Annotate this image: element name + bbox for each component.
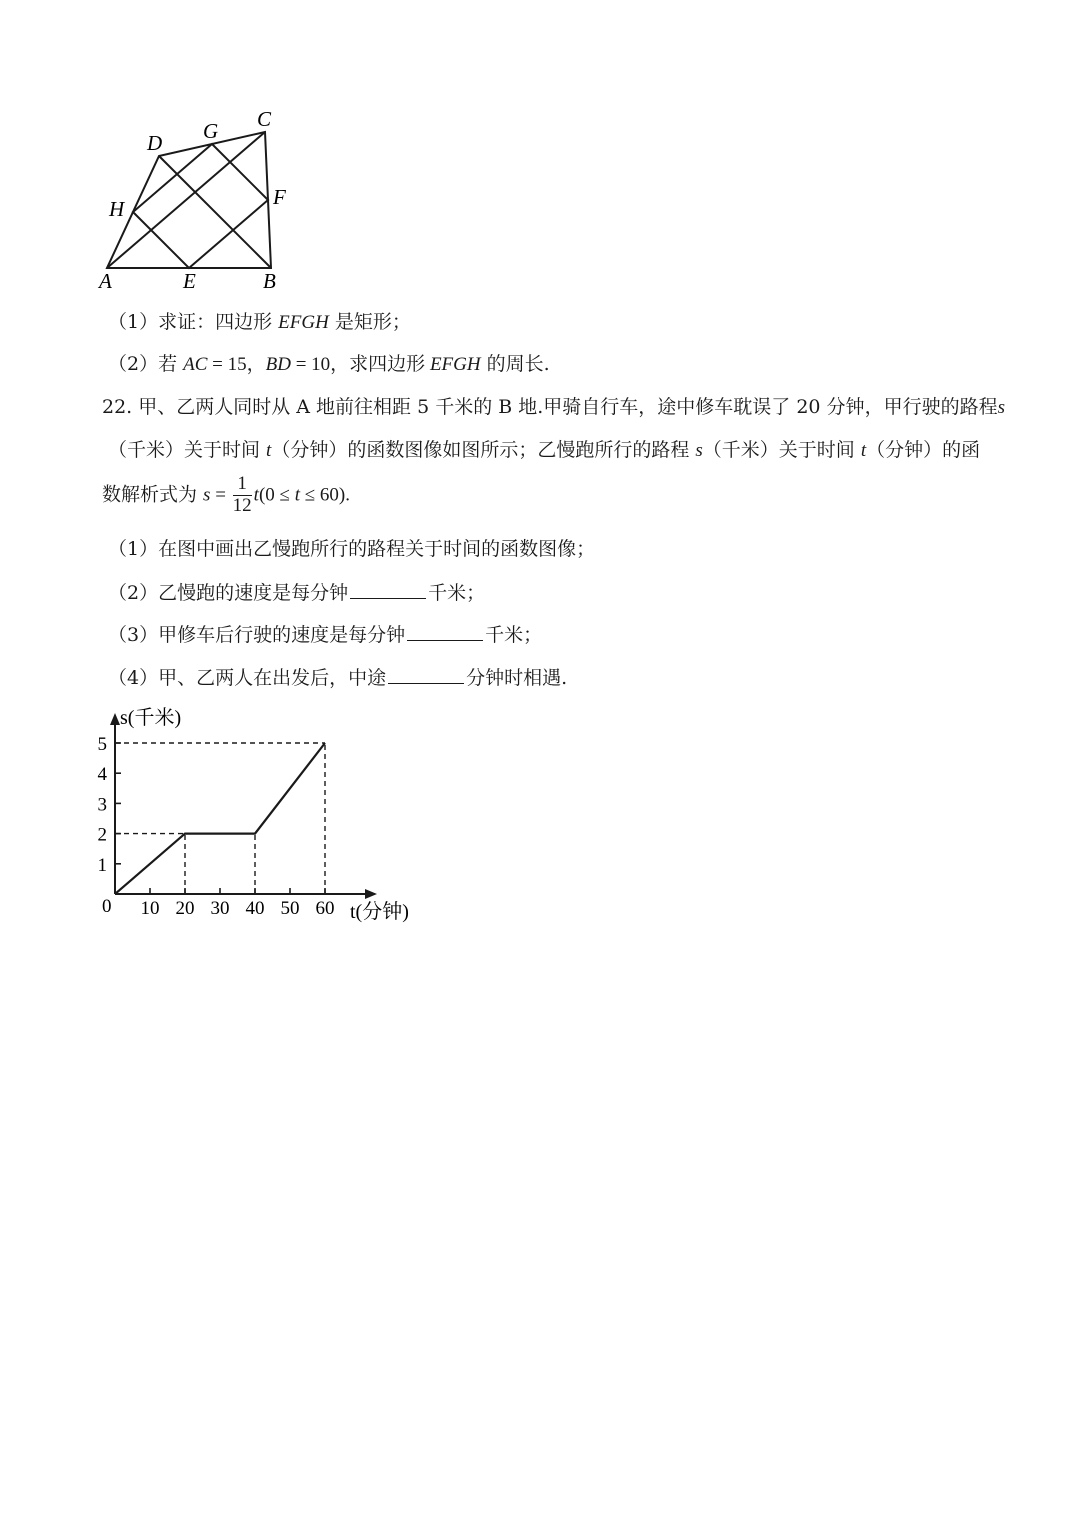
q22-line2-b: （分钟）的函数图像如图所示；乙慢跑所行的路程: [271, 439, 696, 461]
label-e: E: [183, 269, 196, 293]
q22-line2-t2: t: [860, 440, 867, 461]
q21-part2-bd-val: = 10，求四边形: [290, 354, 430, 375]
label-g: G: [203, 119, 219, 143]
q22-line2-s: s: [695, 440, 703, 461]
answer-blank-3[interactable]: [407, 626, 483, 641]
q22-sub3-suffix: 千米；: [485, 624, 543, 646]
series-lines: [115, 743, 325, 894]
series-line-0: [115, 743, 325, 894]
q21-part2-ac: AC: [183, 354, 208, 375]
q22-line1-text: 22. 甲、乙两人同时从 A 地前往相距 5 千米的 B 地.甲骑自行车，途中修车耽误了 20 分钟，甲行驶的路程: [102, 396, 998, 418]
q22-sub3-prefix: （3）甲修车后行驶的速度是每分钟: [108, 624, 406, 646]
q22-sub1-text: （1）在图中画出乙慢跑所行的路程关于时间的函数图像；: [108, 538, 596, 560]
y-axis-arrow: [110, 713, 120, 725]
origin-label: 0: [102, 896, 112, 917]
q21-part2: [108, 355, 550, 374]
q21-part2-prefix: （2）若: [108, 353, 184, 375]
label-d: D: [147, 131, 163, 155]
x-tick-label-50: 50: [280, 898, 300, 919]
q22-line2-a: （千米）关于时间: [108, 439, 267, 461]
q22-line3: [102, 474, 350, 517]
fraction-one-twelfth: [233, 474, 252, 517]
x-axis-label: t(分钟): [350, 901, 409, 923]
axes: [110, 713, 377, 899]
q21-part1-prefix: （1）求证：四边形: [108, 311, 279, 333]
q22-line3-s: s: [203, 484, 211, 506]
dashed-guides: [115, 743, 325, 894]
q21-part1-name: EFGH: [278, 312, 329, 333]
x-tick-label-40: 40: [245, 898, 265, 919]
x-tick-label-60: 60: [315, 898, 335, 919]
q22-line2-d: （分钟）的函: [866, 439, 981, 461]
x-tick-label-20: 20: [175, 898, 195, 919]
y-axis-label: s(千米): [120, 707, 182, 729]
q22-line3-eq: =: [210, 484, 231, 506]
quadrilateral-figure: [95, 100, 315, 300]
distance-time-chart: [92, 700, 432, 930]
x-axis-arrow: [365, 889, 377, 899]
q22-line1-var: s: [997, 397, 1005, 418]
q22-sub3: [108, 626, 542, 645]
q22-sub4: [108, 669, 567, 688]
x-tick-label-10: 10: [140, 898, 160, 919]
q21-part1: [108, 313, 411, 332]
q21-part2-ac-val: = 15，: [207, 354, 266, 375]
q21-part2-name: EFGH: [429, 354, 481, 375]
fraction-denominator: 12: [232, 494, 252, 516]
q22-sub2-suffix: 千米；: [428, 582, 486, 604]
q22-line2-c: （千米）关于时间: [702, 439, 861, 461]
q22-sub4-prefix: （4）甲、乙两人在出发后，中途: [108, 667, 387, 689]
label-b: B: [263, 269, 276, 293]
q22-sub1: [108, 540, 595, 559]
answer-blank-2[interactable]: [350, 584, 426, 599]
q22-sub4-suffix: 分钟时相遇.: [466, 667, 568, 689]
q22-domain-open: (0 ≤: [258, 484, 295, 506]
q22-line1: [102, 398, 1005, 417]
diagonal-ac: [107, 132, 265, 268]
q22-sub2: [108, 584, 485, 603]
q22-line2: [108, 441, 980, 460]
x-tick-label-30: 30: [210, 898, 230, 919]
y-tick-label-1: 1: [97, 854, 107, 876]
q22-domain-close: ≤ 60).: [300, 484, 351, 506]
q22-line3-t: t: [253, 484, 259, 506]
label-a: A: [99, 269, 112, 293]
label-c: C: [257, 107, 272, 131]
label-h: H: [109, 197, 125, 221]
tick-labels: [98, 734, 335, 919]
y-tick-label-5: 5: [97, 734, 107, 755]
fraction-numerator: 1: [233, 474, 252, 496]
y-tick-label-3: 3: [97, 794, 107, 816]
q22-domain-t: t: [294, 484, 300, 506]
q21-part2-suffix: 的周长.: [480, 353, 550, 375]
q22-line2-t1: t: [266, 440, 272, 461]
quad-efgh: [133, 144, 268, 268]
q21-part2-bd: BD: [265, 354, 291, 375]
answer-blank-4[interactable]: [388, 669, 464, 684]
label-f: F: [273, 185, 286, 209]
q22-sub2-prefix: （2）乙慢跑的速度是每分钟: [108, 582, 349, 604]
q21-part1-suffix: 是矩形；: [328, 311, 411, 333]
q22-line3-prefix: 数解析式为: [102, 483, 204, 506]
y-tick-label-4: 4: [97, 764, 107, 786]
y-tick-label-2: 2: [97, 824, 107, 846]
